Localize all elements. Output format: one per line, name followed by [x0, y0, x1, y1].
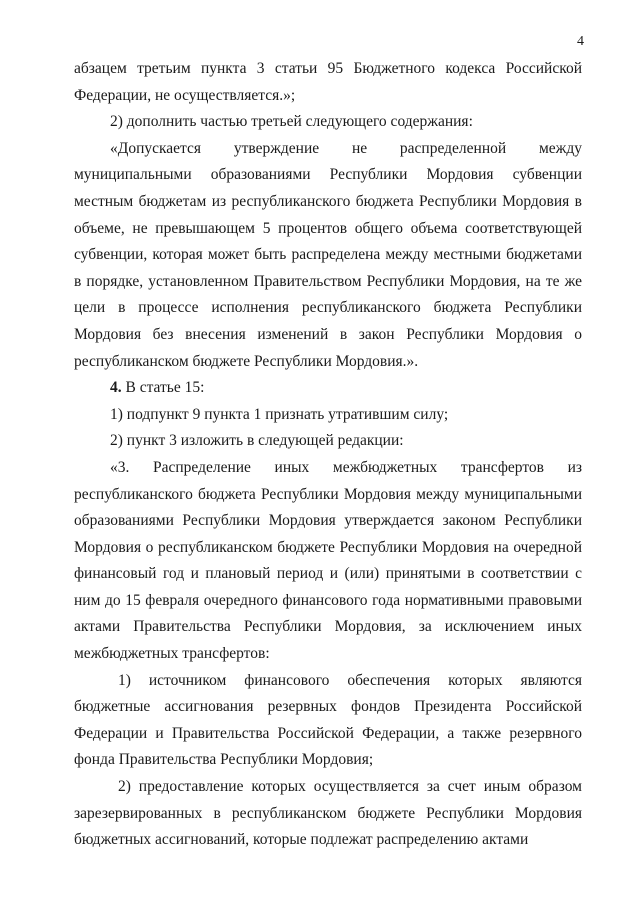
point-text: В статье 15: [121, 379, 205, 397]
paragraph-exception-2: 2) предоставление которых осуществляется за счет иным образом зарезервированных в республиканском бюджете Республики Мордовия бюджетных ассигнований, которые подлежат распределению актами [74, 778, 582, 849]
point-number: 4. [110, 379, 122, 397]
paragraph-exception-1: 1) источником финансового обеспечения которых являются бюджетные ассигнования резервных фондов Президента Российской Федерации и Правительства Российской Федерации, а также резервного фонда Правительства Республики Мордовия; [74, 671, 582, 769]
paragraph-quoted-part-three: «Допускается утверждение не распределенной между муниципальными образованиями Республики Мордовия субвенции местным бюджетам из республиканского бюджета Республики Мордовия в объеме, не превышающем 5 процентов общего объема соответствующей субвенции, которая может быть распределена между местными бюджетами в порядке, установленном Правительством Республики Мордовия, на те же цели в процессе исполнения республиканского бюджета Республики Мордовия без внесения изменений в закон Республики Мордовия о республиканском бюджете Республики Мордовия.». [74, 139, 582, 370]
document-body [74, 56, 582, 854]
paragraph-quoted-point-3: «3. Распределение иных межбюджетных трансфертов из республиканского бюджета Республики Мордовия между муниципальными образованиями Республики Мордовия утверждается законом Республики Мордовия о республиканском бюджете Республики Мордовия на очередной финансовый год и плановый период и (или) принятыми в соответствии с ним до 15 февраля очередного финансового года нормативными правовыми актами Правительства Республики Мордовия, за исключением иных межбюджетных трансфертов: [74, 458, 582, 663]
paragraph-continuation: абзацем третьим пункта 3 статьи 95 Бюджетного кодекса Российской Федерации, не осуществляется.»; [74, 60, 582, 104]
paragraph-item-2: 2) дополнить частью третьей следующего содержания: [110, 113, 473, 131]
paragraph-subitem-2: 2) пункт 3 изложить в следующей редакции: [110, 432, 404, 450]
paragraph-subitem-1: 1) подпункт 9 пункта 1 признать утратившим силу; [110, 405, 449, 423]
page-number: 4 [577, 34, 584, 49]
paragraph-point-4 [74, 375, 582, 402]
